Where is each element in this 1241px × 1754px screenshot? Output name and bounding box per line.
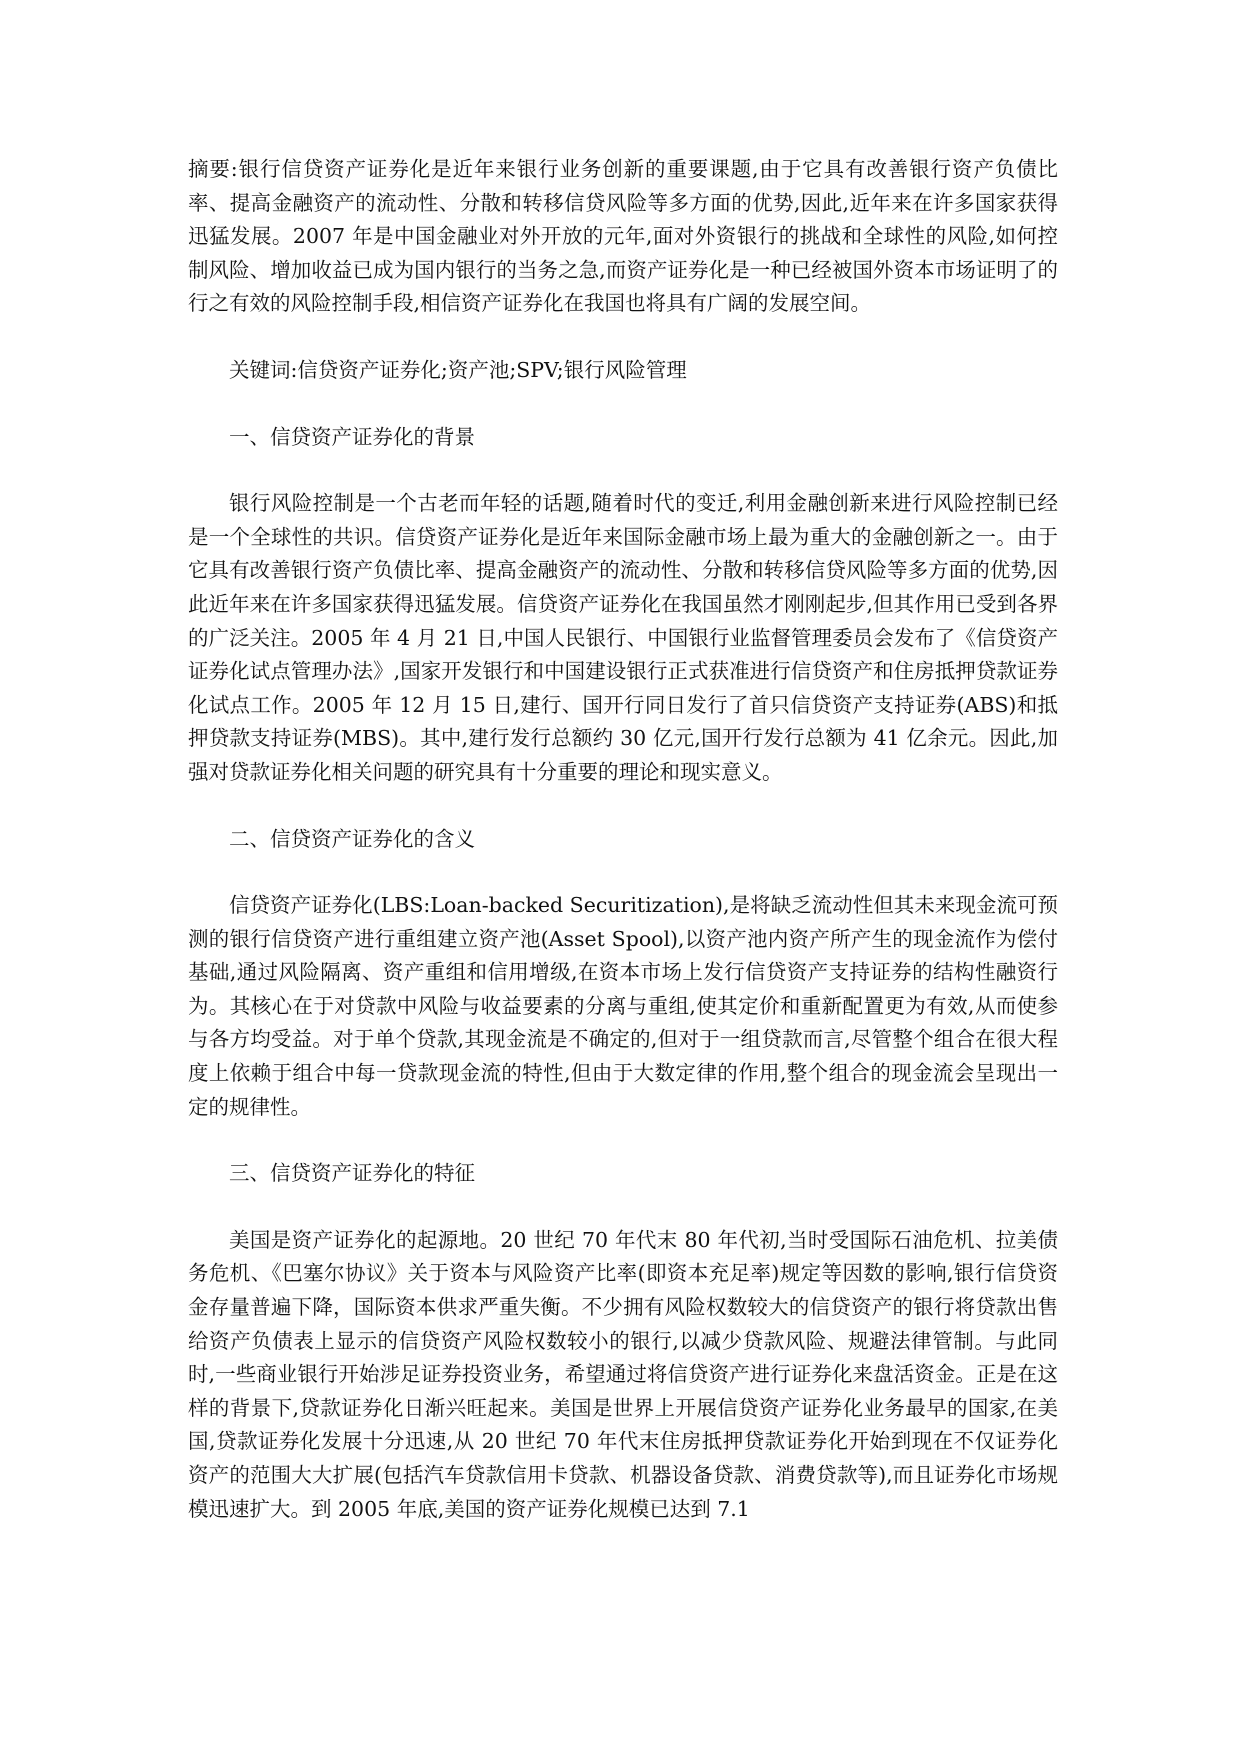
section-2-heading: 二、信贷资产证券化的含义 (229, 826, 475, 851)
document-body (188, 153, 1058, 1559)
section-3-body: 美国是资产证券化的起源地。20 世纪 70 年代末 80 年代初,当时受国际石油危机、拉美债务危机、《巴塞尔协议》关于资本与风险资产比率(即资本充足率)规定等因数的影响,银行信贷资金存量普遍下降，国际资本供求严重失衡。不少拥有风险权数较大的信贷资产的银行将贷款出售给资产负债表上显示的信贷资产风险权数较小的银行,以减少贷款风险、规避法律管制。与此同时,一些商业银行开始涉足证券投资业务，希望通过将信贷资产进行证券化来盘活资金。正是在这样的背景下,贷款证券化日渐兴旺起来。美国是世界上开展信贷资产证券化业务最早的国家,在美国,贷款证券化发展十分迅速,从 20 世纪 70 年代末住房抵押贷款证券化开始到现在不仅证券化资产的范围大大扩展(包括汽车贷款信用卡贷款、机器设备贷款、消费贷款等),而且证券化市场规模迅速扩大。到 2005 年底,美国的资产证券化规模已达到 7.1 (188, 1227, 1058, 1521)
section-3-heading: 三、信贷资产证券化的特征 (229, 1161, 475, 1186)
section-1-heading: 一、信贷资产证券化的背景 (229, 424, 475, 449)
section-2-body: 信贷资产证券化(LBS:Loan-backed Securitization),是将缺乏流动性但其未来现金流可预测的银行信贷资产进行重组建立资产池(Asset Spool),以资产池内资产所产生的现金流作为偿付基础,通过风险隔离、资产重组和信用增级,在资本市场上发行信贷资产支持证券的结构性融资行为。其核心在于对贷款中风险与收益要素的分离与重组,使其定价和重新配置更为有效,从而使参与各方均受益。对于单个贷款,其现金流是不确定的,但对于一组贷款而言,尽管整个组合在很大程度上依赖于组合中每一贷款现金流的特性,但由于大数定律的作用,整个组合的现金流会呈现出一定的规律性。 (188, 893, 1058, 1119)
keywords-paragraph: 关键词:信贷资产证券化;资产池;SPV;银行风险管理 (229, 357, 687, 382)
section-1-body: 银行风险控制是一个古老而年轻的话题,随着时代的变迁,利用金融创新来进行风险控制已经是一个全球性的共识。信贷资产证券化是近年来国际金融市场上最为重大的金融创新之一。由于它具有改善银行资产负债比率、提高金融资产的流动性、分散和转移信贷风险等多方面的优势,因此近年来在许多国家获得迅猛发展。信贷资产证券化在我国虽然才刚刚起步,但其作用已受到各界的广泛关注。2005 年 4 月 21 日,中国人民银行、中国银行业监督管理委员会发布了《信贷资产证券化试点管理办法》,国家开发银行和中国建设银行正式获准进行信贷资产和住房抵押贷款证券化试点工作。2005 年 12 月 15 日,建行、国开行同日发行了首只信贷资产支持证券(ABS)和抵押贷款支持证券(MBS)。其中,建行发行总额约 30 亿元,国开行发行总额为 41 亿余元。因此,加强对贷款证券化相关问题的研究具有十分重要的理论和现实意义。 (188, 491, 1058, 784)
abstract-paragraph: 摘要:银行信贷资产证券化是近年来银行业务创新的重要课题,由于它具有改善银行资产负债比率、提高金融资产的流动性、分散和转移信贷风险等多方面的优势,因此,近年来在许多国家获得迅猛发展。2007 年是中国金融业对外开放的元年,面对外资银行的挑战和全球性的风险,如何控制风险、增加收益已成为国内银行的当务之急,而资产证券化是一种已经被国外资本市场证明了的行之有效的风险控制手段,相信资产证券化在我国也将具有广阔的发展空间。 (188, 157, 1058, 316)
